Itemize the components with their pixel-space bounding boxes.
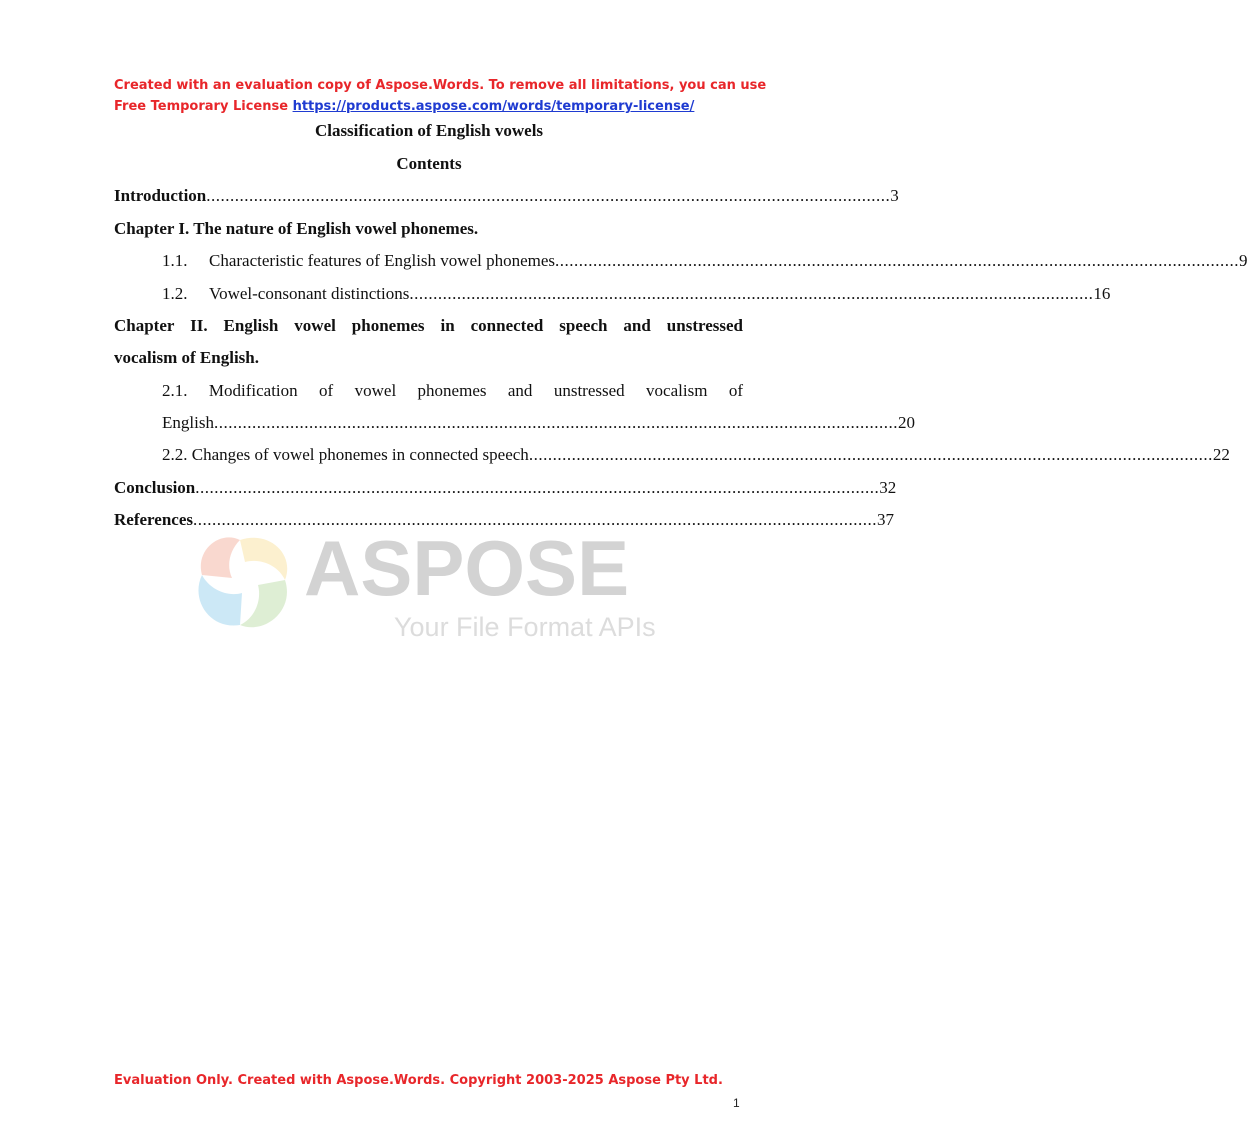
- toc-entry-1-1[interactable]: 1.1. Characteristic features of English vowel phonemes ................................................................................................................................................ 9: [162, 251, 1248, 270]
- page-number: 1: [733, 1096, 740, 1110]
- aspose-logo-icon: [198, 537, 287, 627]
- dot-leader: ................................................................................................................................................: [409, 284, 1094, 303]
- toc-entry-references[interactable]: References ................................................................................................................................................ 37: [114, 510, 894, 529]
- toc-entry-chapter-1[interactable]: Chapter I. The nature of English vowel phonemes.: [114, 219, 479, 238]
- evaluation-banner-license-text: Free Temporary License: [114, 99, 289, 114]
- document-title: Classification of English vowels: [314, 121, 544, 140]
- contents-heading: Contents: [396, 154, 462, 173]
- watermark-tagline: Your File Format APIs: [394, 612, 656, 642]
- toc-entry-chapter-2-line2[interactable]: vocalism of English.: [114, 348, 259, 367]
- dot-leader: ................................................................................................................................................: [555, 251, 1240, 270]
- toc-entry-conclusion[interactable]: Conclusion ................................................................................................................................................ 32: [114, 478, 897, 497]
- toc-entry-introduction[interactable]: Introduction ................................................................................................................................................ 3: [114, 186, 899, 205]
- toc-entry-2-1-line1[interactable]: 2.1. Modification of vowel phonemes and unstressed vocalism of: [162, 381, 743, 400]
- dot-leader: ................................................................................................................................................: [528, 445, 1213, 464]
- dot-leader: ................................................................................................................................................: [192, 510, 877, 529]
- dot-leader: ................................................................................................................................................: [213, 413, 898, 432]
- evaluation-banner-line2: [114, 98, 694, 116]
- dot-leader: ................................................................................................................................................: [206, 186, 891, 205]
- toc-entry-2-2[interactable]: 2.2. Changes of vowel phonemes in connected speech ................................................................................................................................................ 22: [162, 445, 1230, 464]
- evaluation-footer: Evaluation Only. Created with Aspose.Words. Copyright 2003-2025 Aspose Pty Ltd.: [114, 1073, 723, 1088]
- aspose-watermark: [190, 520, 670, 650]
- temporary-license-link[interactable]: https://products.aspose.com/words/temporary-license/: [292, 99, 695, 114]
- toc-entry-2-1-line2[interactable]: English ................................................................................................................................................ 20: [162, 413, 915, 432]
- toc-entry-1-2[interactable]: 1.2. Vowel-consonant distinctions ................................................................................................................................................ 16: [162, 284, 1111, 303]
- watermark-brand: ASPOSE: [304, 524, 630, 612]
- toc-entry-chapter-2-line1[interactable]: Chapter II. English vowel phonemes in connected speech and unstressed: [114, 316, 743, 335]
- dot-leader: ................................................................................................................................................: [195, 478, 880, 497]
- evaluation-banner-line1: Created with an evaluation copy of Aspose.Words. To remove all limitations, you can use: [114, 78, 767, 93]
